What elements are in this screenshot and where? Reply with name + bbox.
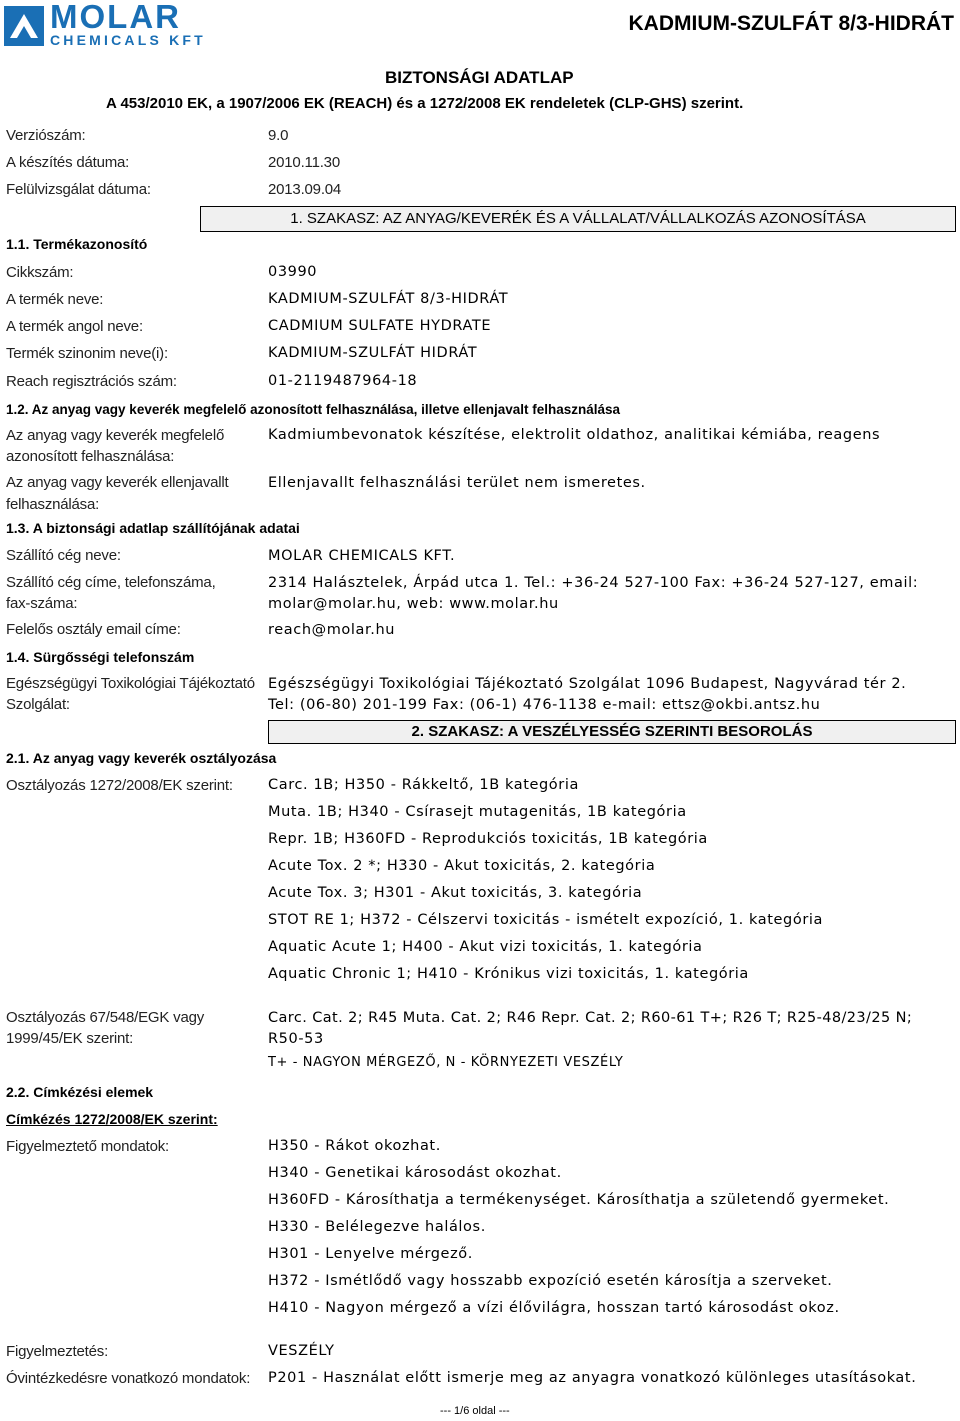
supplier-name-label: Szállító cég neve: (6, 547, 121, 564)
emergency-line-1: Egészségügyi Toxikológiai Tájékoztató Szolgálat 1096 Budapest, Nagyvárad tér 2. (268, 676, 907, 692)
use-label-2: azonosított felhasználása: (6, 448, 175, 465)
contra-label-2: felhasználása: (6, 496, 100, 513)
supplier-address-label-2: fax-száma: (6, 595, 78, 612)
created-value: 2010.11.30 (268, 154, 340, 171)
dsd-label-1: Osztályozás 67/548/EGK vagy (6, 1009, 205, 1026)
subsection-2-2: 2.2. Címkézési elemek (6, 1084, 154, 1100)
clp-item: Aquatic Acute 1; H400 - Akut vizi toxicitás, 1. kategória (268, 939, 703, 955)
synonym-value: KADMIUM-SZULFÁT HIDRÁT (268, 345, 478, 361)
hazard-statement: H350 - Rákot okozhat. (268, 1138, 441, 1154)
supplier-address-label-1: Szállító cég címe, telefonszáma, (6, 574, 216, 591)
signal-word-value: VESZÉLY (268, 1343, 335, 1359)
subsection-1-2: 1.2. Az anyag vagy keverék megfelelő azonosított felhasználása, illetve ellenjavalt felhasználása (6, 402, 621, 417)
dsd-line-2: R50-53 (268, 1031, 324, 1047)
logo-main-text: MOLAR (50, 0, 181, 35)
clp-classification-label: Osztályozás 1272/2008/EK szerint: (6, 777, 233, 794)
hazard-statement: H410 - Nagyon mérgező a vízi élővilágra, hosszan tartó károsodást okoz. (268, 1300, 840, 1316)
clp-item: Acute Tox. 3; H301 - Akut toxicitás, 3. kategória (268, 885, 643, 901)
emergency-label-1: Egészségügyi Toxikológiai Tájékoztató (6, 675, 255, 692)
clp-item: Acute Tox. 2 *; H330 - Akut toxicitás, 2. kategória (268, 858, 656, 874)
email-label: Felelős osztály email címe: (6, 621, 181, 638)
contra-value: Ellenjavallt felhasználási terület nem ismeretes. (268, 475, 646, 491)
signal-word-label: Figyelmeztetés: (6, 1343, 109, 1360)
dsd-line-3: T+ - NAGYON MÉRGEZŐ, N - KÖRNYEZETI VESZÉLY (268, 1055, 624, 1070)
version-label: Verziószám: (6, 127, 86, 144)
clp-labelling-title: Címkézés 1272/2008/EK szerint: (6, 1111, 218, 1127)
company-logo (4, 0, 234, 50)
contra-label-1: Az anyag vagy keverék ellenjavallt (6, 474, 229, 491)
product-title: KADMIUM-SZULFÁT 8/3-HIDRÁT (628, 12, 954, 35)
subsection-2-1: 2.1. Az anyag vagy keverék osztályozása (6, 750, 277, 766)
logo-mark-icon (4, 6, 44, 46)
subsection-1-1: 1.1. Termékazonosító (6, 236, 148, 252)
document-title: BIZTONSÁGI ADATLAP (385, 68, 574, 87)
supplier-name-value: MOLAR CHEMICALS KFT. (268, 548, 456, 564)
supplier-address-line-2: molar@molar.hu, web: www.molar.hu (268, 596, 559, 612)
supplier-address-line-1: 2314 Halásztelek, Árpád utca 1. Tel.: +36-24 527-100 Fax: +36-24 527-127, email: (268, 575, 919, 591)
dsd-label-2: 1999/45/EK szerint: (6, 1030, 134, 1047)
clp-item: Repr. 1B; H360FD - Reprodukciós toxicitás, 1B kategória (268, 831, 708, 847)
precautionary-label: Óvintézkedésre vonatkozó mondatok: (6, 1370, 251, 1387)
item-number-value: 03990 (268, 264, 318, 280)
product-name-value: KADMIUM-SZULFÁT 8/3-HIDRÁT (268, 291, 509, 307)
version-value: 9.0 (268, 127, 289, 144)
precautionary-statement: P201 - Használat előtt ismerje meg az anyagra vonatkozó különleges utasításokat. (268, 1370, 917, 1386)
regulation-line: A 453/2010 EK, a 1907/2006 EK (REACH) és a 1272/2008 EK rendeletek (CLP-GHS) szerint. (106, 95, 744, 112)
use-label-1: Az anyag vagy keverék megfelelő (6, 427, 225, 444)
clp-item: Aquatic Chronic 1; H410 - Krónikus vizi toxicitás, 1. kategória (268, 966, 749, 982)
revised-label: Felülvizsgálat dátuma: (6, 181, 151, 198)
english-name-value: CADMIUM SULFATE HYDRATE (268, 318, 492, 334)
created-label: A készítés dátuma: (6, 154, 130, 171)
logo-sub-text: CHEMICALS KFT (50, 32, 206, 48)
hazard-statement: H372 - Ismétlődő vagy hosszabb expozíció esetén károsítja a szerveket. (268, 1273, 833, 1289)
email-value: reach@molar.hu (268, 622, 396, 638)
english-name-label: A termék angol neve: (6, 318, 143, 335)
hazard-statements-label: Figyelmeztető mondatok: (6, 1138, 169, 1155)
clp-item: Muta. 1B; H340 - Csírasejt mutagenitás, 1B kategória (268, 804, 687, 820)
subsection-1-4: 1.4. Sürgősségi telefonszám (6, 649, 195, 665)
emergency-line-2: Tel: (06-80) 201-199 Fax: (06-1) 476-1138 e-mail: ettsz@okbi.antsz.hu (268, 697, 821, 713)
dsd-line-1: Carc. Cat. 2; R45 Muta. Cat. 2; R46 Repr. Cat. 2; R60-61 T+; R26 T; R25-48/23/25 N; (268, 1010, 913, 1026)
section2-header: 2. SZAKASZ: A VESZÉLYESSÉG SZERINTI BESOROLÁS (268, 720, 956, 744)
hazard-statement: H301 - Lenyelve mérgező. (268, 1246, 473, 1262)
hazard-statement: H340 - Genetikai károsodást okozhat. (268, 1165, 562, 1181)
clp-item: STOT RE 1; H372 - Célszervi toxicitás - ismételt expozíció, 1. kategória (268, 912, 824, 928)
clp-item: Carc. 1B; H350 - Rákkeltő, 1B kategória (268, 777, 579, 793)
page-footer: --- 1/6 oldal --- (440, 1405, 510, 1417)
section1-header: 1. SZAKASZ: AZ ANYAG/KEVERÉK ÉS A VÁLLALAT/VÁLLALKOZÁS AZONOSÍTÁSA (200, 206, 956, 232)
hazard-statement: H360FD - Károsíthatja a termékenységet. Károsíthatja a születendő gyermeket. (268, 1192, 890, 1208)
emergency-label-2: Szolgálat: (6, 696, 70, 713)
synonym-label: Termék szinonim neve(i): (6, 345, 168, 362)
hazard-statement: H330 - Belélegezve halálos. (268, 1219, 486, 1235)
subsection-1-3: 1.3. A biztonsági adatlap szállítójának adatai (6, 520, 300, 536)
reach-value: 01-2119487964-18 (268, 373, 418, 389)
use-value: Kadmiumbevonatok készítése, elektrolit oldathoz, analitikai kémiába, reagens (268, 427, 881, 443)
item-number-label: Cikkszám: (6, 264, 74, 281)
revised-value: 2013.09.04 (268, 181, 342, 198)
reach-label: Reach regisztrációs szám: (6, 373, 177, 390)
product-name-label: A termék neve: (6, 291, 104, 308)
